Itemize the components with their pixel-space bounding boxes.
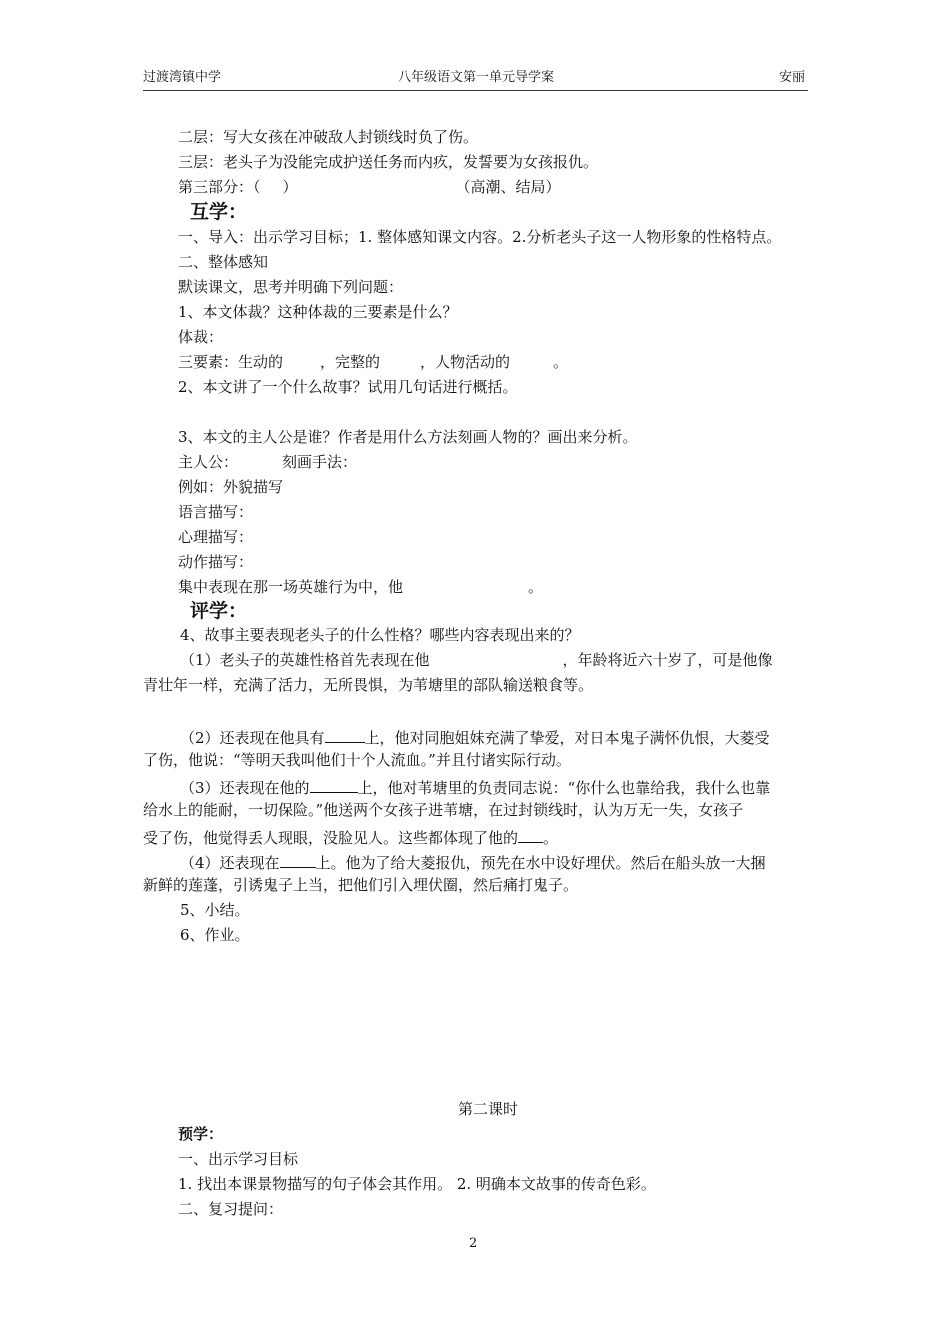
text-line: 一、导入：出示学习目标；1. 整体感知课文内容。2.分析老头子这一人物形象的性格特点。 — [178, 228, 782, 246]
text-line — [180, 853, 766, 871]
answer-1-start: （1）老头子的英雄性格首先表现在他 — [180, 651, 430, 669]
lesson-two-title: 第二课时 — [458, 1100, 519, 1118]
text-line: 例如：外貌描写 — [178, 478, 284, 496]
header-title: 八年级语文第一单元导学案 — [398, 70, 555, 85]
three-elements-b: ，完整的 — [320, 353, 381, 371]
section-three-label: 第三部分：（ — [178, 178, 261, 196]
blank — [518, 828, 543, 843]
blank — [280, 853, 316, 868]
answer-3-stop: 。 — [543, 829, 559, 847]
text-line: 4、故事主要表现老头子的什么性格？哪些内容表现出来的？ — [180, 626, 580, 644]
answer-3-start: （3）还表现在他的 — [180, 779, 310, 797]
heading-yuxue: 预学： — [178, 1125, 224, 1143]
answer-3-cont: 受了伤，他觉得丢人现眼，没脸见人。这些都体现了他的 — [143, 829, 519, 847]
text-line: 1、本文体裁？这种体裁的三要素是什么？ — [178, 303, 458, 321]
text-line: 动作描写： — [178, 553, 254, 571]
three-elements-label: 三要素：生动的 — [178, 353, 284, 371]
text-line: 了伤，他说：“等明天我叫他们十个人流血。”并且付诸实际行动。 — [143, 751, 571, 769]
text-line — [178, 455, 357, 470]
answer-1-end: ，年龄将近六十岁了，可是他像 — [562, 651, 773, 669]
text-line: 1. 找出本课景物描写的句子体会其作用。 2. 明确本文故事的传奇色彩。 — [178, 1175, 656, 1193]
header-author: 安丽 — [779, 70, 806, 85]
answer-2-start: （2）还表现在他具有 — [180, 729, 325, 747]
text-line — [178, 355, 568, 370]
text-line: 二、复习提问： — [178, 1200, 284, 1218]
text-line: 一、出示学习目标 — [178, 1150, 299, 1168]
text-line: 语言描写： — [178, 503, 254, 521]
text-line: 2、本文讲了一个什么故事？试用几句话进行概括。 — [178, 378, 518, 396]
heading-pingxue: 评学： — [190, 600, 248, 622]
three-elements-c: ，人物活动的 — [420, 353, 511, 371]
text-line: 6、作业。 — [180, 926, 250, 944]
text-line — [180, 728, 770, 746]
three-elements-end: 。 — [553, 353, 569, 371]
text-line: 新鲜的莲蓬，引诱鬼子上当，把他们引入埋伏圈，然后痛打鬼子。 — [143, 876, 579, 894]
technique-label: 刻画手法： — [282, 453, 358, 471]
answer-3-end: 上，他对苇塘里的负责同志说：“你什么也靠给我，我什么也靠 — [357, 779, 771, 797]
text-line: 青壮年一样，充满了活力，无所畏惧，为苇塘里的部队输送粮食等。 — [143, 676, 594, 694]
text-line — [178, 580, 543, 595]
text-line: 默读课文，思考并明确下列问题： — [178, 278, 404, 296]
text-line — [180, 778, 770, 796]
page-number: 2 — [469, 1236, 478, 1251]
heading-huxue: 互学： — [190, 201, 248, 223]
text-line: 二层：写大女孩在冲破敌人封锁线时负了伤。 — [178, 128, 479, 146]
answer-4-end: 上。他为了给大菱报仇，预先在水中设好埋伏。然后在船头放一大捆 — [315, 854, 766, 872]
text-line: 给水上的能耐，一切保险。”他送两个女孩子进苇塘，在过封锁线时，认为万无一失，女孩子 — [143, 801, 744, 819]
section-three-paren: ） — [282, 178, 298, 196]
blank — [310, 778, 358, 793]
header-school: 过渡湾镇中学 — [143, 70, 222, 85]
text-line — [180, 653, 773, 668]
text-line — [178, 180, 561, 195]
section-three-note: （高潮、结局） — [455, 178, 561, 196]
answer-2-end: 上，他对同胞姐妹充满了挚爱，对日本鬼子满怀仇恨，大菱受 — [364, 729, 770, 747]
protagonist-label: 主人公： — [178, 453, 239, 471]
heroic-act-text: 集中表现在那一场英雄行为中，他 — [178, 578, 404, 596]
text-line: 心理描写： — [178, 528, 254, 546]
blank — [325, 728, 365, 743]
text-line: 5、小结。 — [180, 901, 250, 919]
text-line — [143, 828, 558, 846]
heroic-act-end: 。 — [528, 578, 544, 596]
text-line: 体裁： — [178, 328, 224, 346]
text-line: 三层：老头子为没能完成护送任务而内疚，发誓要为女孩报仇。 — [178, 153, 599, 171]
text-line: 二、整体感知 — [178, 253, 269, 271]
header-rule — [143, 90, 808, 91]
answer-4-start: （4）还表现在 — [180, 854, 280, 872]
text-line: 3、本文的主人公是谁？作者是用什么方法刻画人物的？画出来分析。 — [178, 428, 638, 446]
